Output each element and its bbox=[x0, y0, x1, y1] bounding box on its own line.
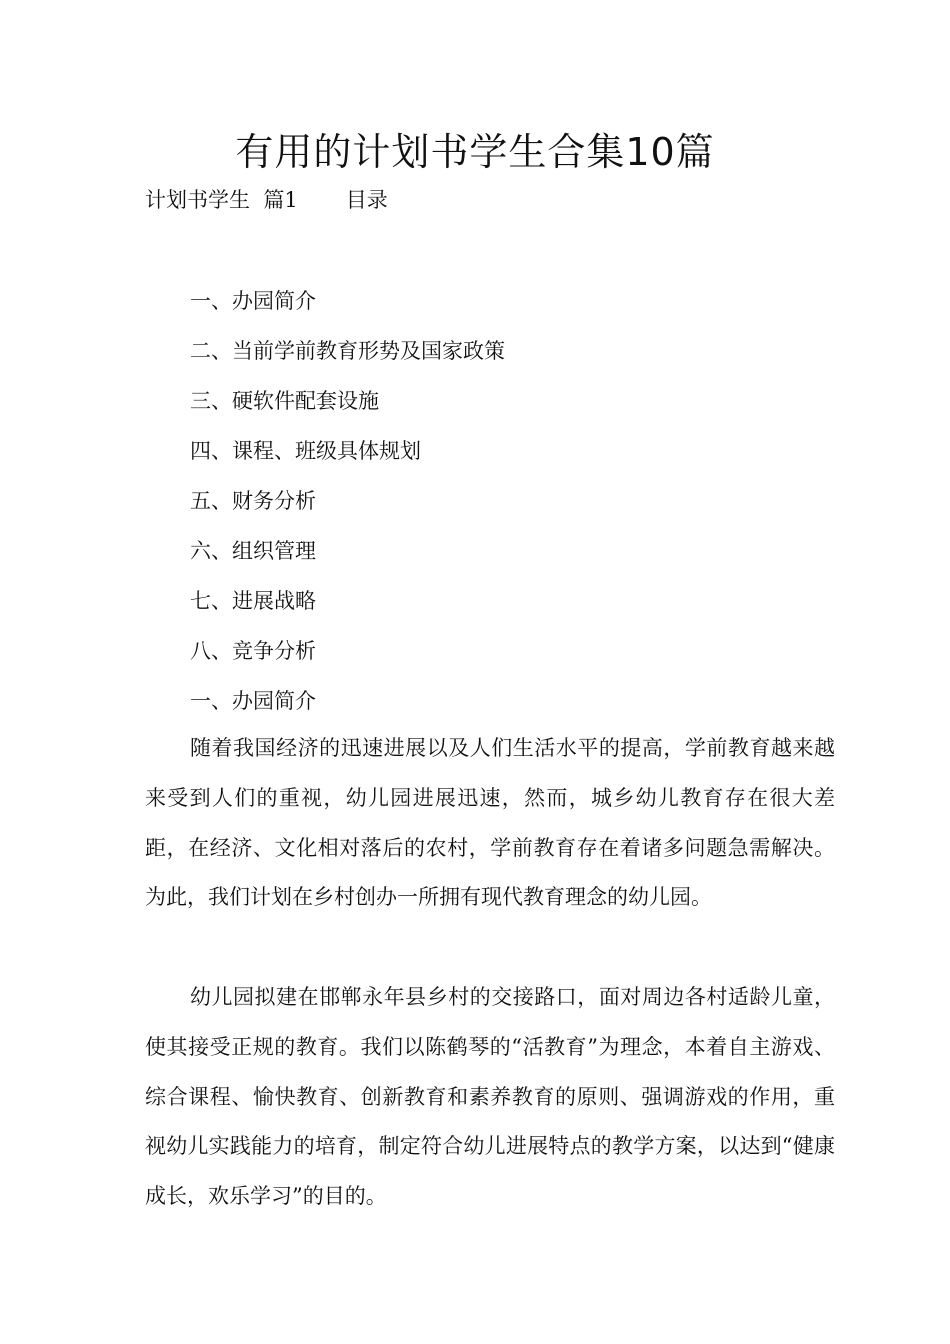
body-paragraph: 随着我国经济的迅速进展以及人们生活水平的提高，学前教育越来越来受到人们的重视，幼儿园进展迅速，然而，城乡幼儿教育存在很大差距，在经济、文化相对落后的农村，学前教育存在着诸多问题急需解决。为此，我们计划在乡村创办一所拥有现代教育理念的幼儿园。 bbox=[145, 736, 835, 910]
body-paragraph: 幼儿园拟建在邯郸永年县乡村的交接路口，面对周边各村适龄儿童，使其接受正规的教育。我们以陈鹤琴的“活教育”为理念，本着自主游戏、综合课程、愉快教育、创新教育和素养教育的原则、强调游戏的作用，重视幼儿实践能力的培育，制定符合幼儿进展特点的教学方案，以达到“健康成长，欢乐学习”的目的。 bbox=[145, 985, 835, 1209]
toc-item: 五、财务分析 bbox=[190, 489, 316, 513]
table-of-contents bbox=[190, 284, 505, 684]
toc-item: 三、硬软件配套设施 bbox=[190, 389, 379, 413]
toc-item: 四、课程、班级具体规划 bbox=[190, 439, 421, 463]
toc-item: 七、进展战略 bbox=[190, 589, 316, 613]
section-heading: 一、办园简介 bbox=[190, 689, 316, 713]
toc-item: 八、竞争分析 bbox=[190, 639, 316, 663]
subtitle-part-1: 计划书学生 篇1 bbox=[145, 188, 298, 212]
toc-item: 二、当前学前教育形势及国家政策 bbox=[190, 339, 505, 363]
document-subtitle bbox=[145, 185, 388, 215]
subtitle-part-2: 目录 bbox=[345, 188, 388, 212]
toc-item: 一、办园简介 bbox=[190, 289, 316, 313]
document-title: 有用的计划书学生合集10篇 bbox=[235, 130, 715, 174]
toc-item: 六、组织管理 bbox=[190, 539, 316, 563]
